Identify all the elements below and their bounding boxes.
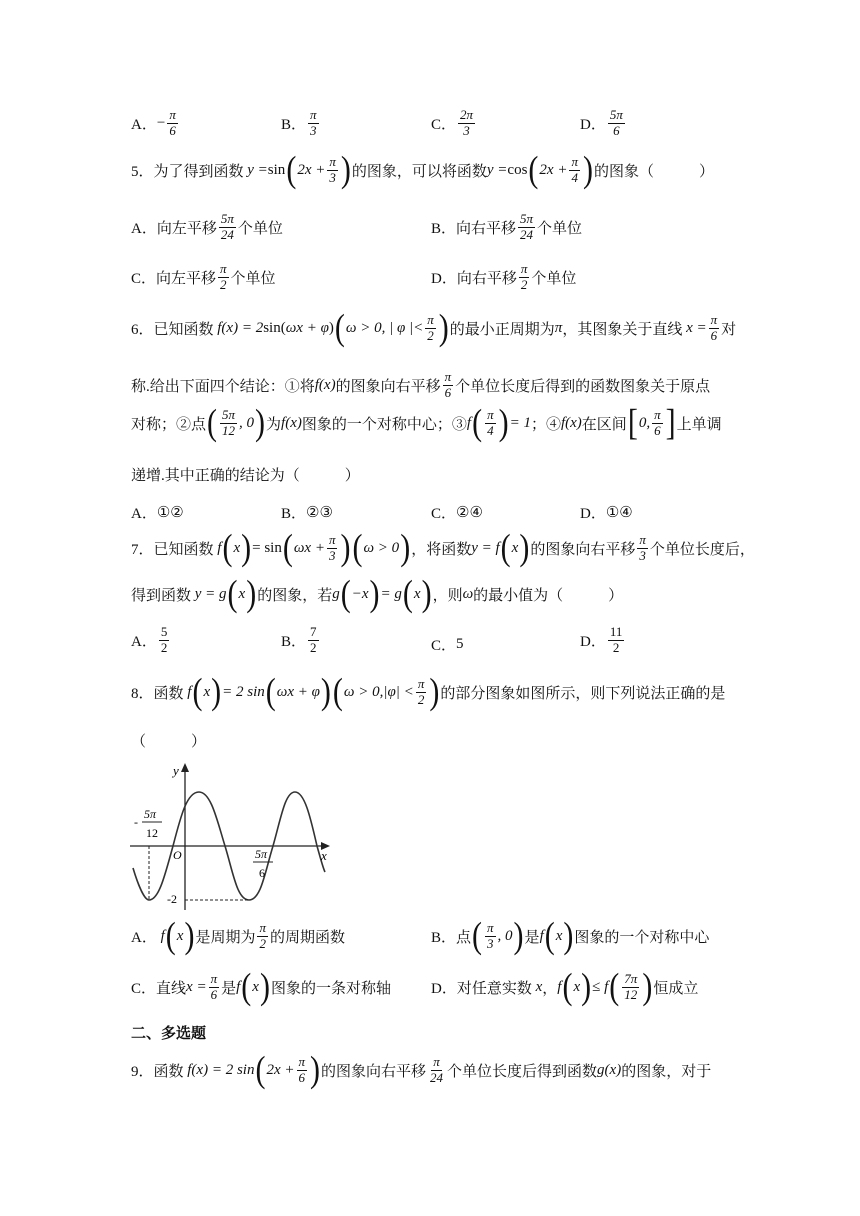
q5-option-a: A． 向左平移 $\frac{5\pi}{24}$ 个单位 xyxy=(131,211,283,242)
left-tick-num: 5π xyxy=(144,807,157,821)
y-label: y xyxy=(173,763,179,778)
origin-label: O xyxy=(173,848,182,862)
q7-option-b: B． $\frac{7}{2}$ xyxy=(281,624,317,655)
q8-option-a: A． f ( x ) 是周期为 $\frac{\pi}{2}$ 的周期函数 xyxy=(131,915,345,957)
q4-option-c: C． $\frac{2\pi}{3}$ xyxy=(431,107,474,138)
x-label: x xyxy=(321,848,327,863)
q7-line-1: 7．已知函数 f ( x ) = sin ( ωx + $\frac{\pi}{3}$ ) ( ω > 0 ) ，将函数 y = f ( x ) 的图象向右平移 $\frac{\pi}{3}$ 个单位长度后， xyxy=(131,527,755,569)
q9-line-1: 9．函数 f(x) = 2 sin ( 2x + $\frac{\pi}{6}$ ) 的图象向右平移 $\frac{\pi}{24}$ 个单位长度后得到函数 g(x) 的图象，对于 xyxy=(131,1049,712,1091)
q6-option-b: B． ②③ xyxy=(281,505,333,522)
neg-two-label: -2 xyxy=(167,892,177,906)
left-tick-den: 12 xyxy=(146,826,158,840)
left-tick-sign: - xyxy=(134,815,138,829)
q5-option-b: B． 向右平移 $\frac{5\pi}{24}$ 个单位 xyxy=(431,211,583,242)
q7-option-c: C． 5 xyxy=(431,636,464,654)
q5-option-c: C． 向左平移 $\frac{\pi}{2}$ 个单位 xyxy=(131,261,276,292)
q7-line-2: 得到函数 y = g ( x ) 的图象，若 g ( −x ) = g ( x ) ，则 ω 的最小值为（ ） xyxy=(131,572,624,614)
q5-option-d: D． 向右平移 $\frac{\pi}{2}$ 个单位 xyxy=(431,261,577,292)
q8-graph xyxy=(125,760,340,915)
q6-option-c: C． ②④ xyxy=(431,505,483,522)
q8-option-c: C． 直线 x = $\frac{\pi}{6}$ 是 f ( x ) 图象的一条对称轴 xyxy=(131,966,391,1008)
right-tick-num: 5π xyxy=(255,847,268,861)
q4-option-b: B． $\frac{\pi}{3}$ xyxy=(281,107,317,138)
q8-option-b: B． 点 ( $\frac{\pi}{3}$ , 0 ) 是 f ( x ) 图象的一个对称中心 xyxy=(431,915,710,957)
y-axis-arrow xyxy=(181,763,189,772)
q6-line-4: 递增.其中正确的结论为（ ） xyxy=(131,468,360,484)
right-tick-den: 6 xyxy=(259,866,265,880)
q7-option-a: A． $\frac{5}{2}$ xyxy=(131,624,168,655)
q8-option-d: D． 对任意实数 x ， f ( x ) ≤ f ( $\frac{7\pi}{12}$ ) 恒成立 xyxy=(431,966,699,1008)
q7-option-d: D． $\frac{11}{2}$ xyxy=(580,624,623,655)
q8-line-1: 8．函数 f ( x ) = 2 sin ( ωx + φ ) ( ω > 0,|φ| < $\frac{\pi}{2}$ ) 的部分图象如图所示，则下列说法正确的是 xyxy=(131,671,726,713)
q6-line-2: 称.给出下面四个结论：①将 f(x) 的图象向右平移 $\frac{\pi}{6}$ 个单位长度后得到的函数图象关于原点 xyxy=(131,369,711,400)
section-title-multi-choice: 二、多选题 xyxy=(131,1026,207,1042)
q4-option-d: D． $\frac{5\pi}{6}$ xyxy=(580,107,623,138)
q5-stem: 5．为了得到函数 y = sin ( 2x + $\frac{\pi}{3}$ ) 的图象，可以将函数 y = cos ( 2x + $\frac{\pi}{4}$ ) 的图象（ ） xyxy=(131,149,714,191)
q4-option-a: A． − $\frac{\pi}{6}$ xyxy=(131,107,176,138)
q6-line-1: 6．已知函数 f(x) = 2 sin( ωx + φ ) ( ω > 0, | φ |< $\frac{\pi}{2}$ ) 的最小正周期为 π ，其图象关于直线 x = $\frac{\pi}{6}$ 对 xyxy=(131,307,737,349)
q6-option-d: D． ①④ xyxy=(580,505,633,522)
q6-option-a: A． ①② xyxy=(131,505,184,522)
q6-line-3: 对称；②点 ( $\frac{5\pi}{12}$ , 0 ) 为 f(x) 图象的一个对称中心；③ f ( $\frac{\pi}{4}$ ) = 1 ；④ f(x) 在区间 [ 0, $\frac{\pi}{6}$ ] 上单调 xyxy=(131,402,722,444)
q8-line-2: （ ） xyxy=(131,734,207,750)
